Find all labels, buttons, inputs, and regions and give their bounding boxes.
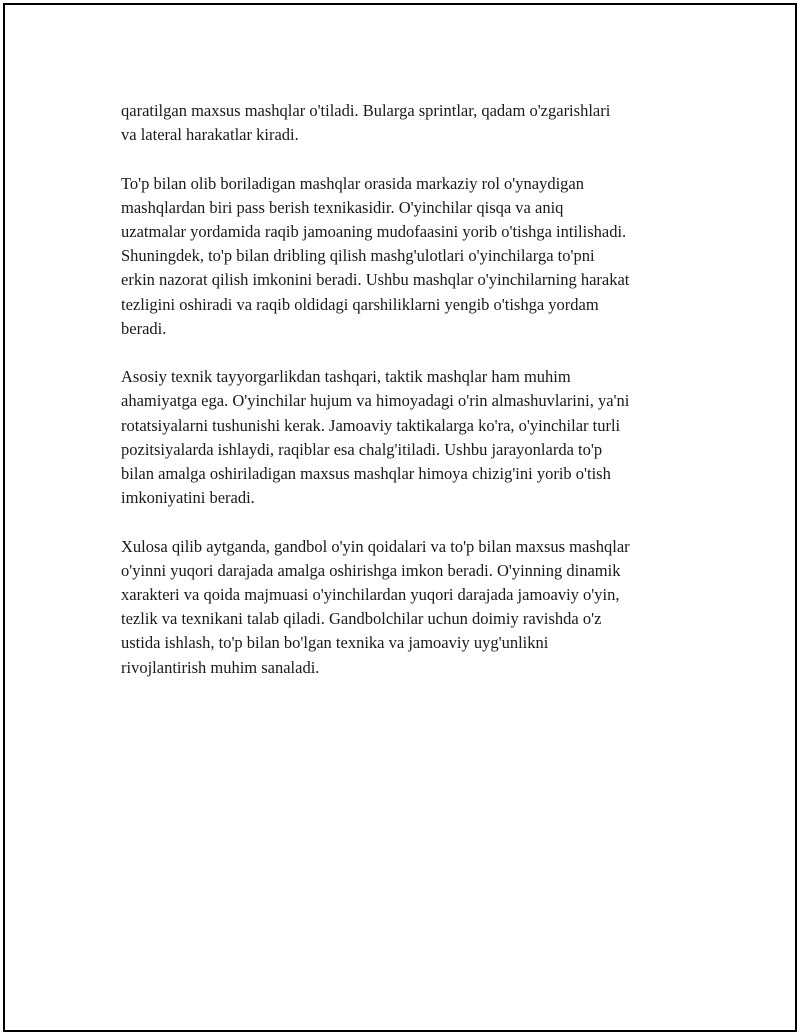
text-line: ustida ishlash, to'p bilan bo'lgan texnika va jamoaviy uyg'unlikni [121, 633, 549, 653]
text-line: qaratilgan maxsus mashqlar o'tiladi. Bularga sprintlar, qadam o'zgarishlari [121, 101, 611, 120]
text-line: mashqlardan biri pass berish texnikasidir. O'yinchilar qisqa va aniq [121, 197, 564, 217]
text-line: beradi. [121, 318, 167, 338]
text-line: rotatsiyalarni tushunishi kerak. Jamoaviy taktikalarga ko'ra, o'yinchilar turli [121, 415, 621, 435]
paragraph-1 [121, 99, 721, 147]
page-frame [3, 3, 797, 1032]
text-line: tezligini oshiradi va raqib oldidagi qarshiliklarni yengib o'tishga yordam [121, 294, 599, 314]
text-line: ahamiyatga ega. O'yinchilar hujum va himoyadagi o'rin almashuvlarini, ya'ni [121, 391, 630, 411]
text-line: bilan amalga oshiriladigan maxsus mashqlar himoya chizig'ini yorib o'tish [121, 464, 611, 484]
text-line: o'yinni yuqori darajada amalga oshirishga imkon beradi. O'yinning dinamik [121, 560, 621, 580]
text-line: Asosiy texnik tayyorgarlikdan tashqari, taktik mashqlar ham muhim [121, 367, 571, 387]
text-line: pozitsiyalarda ishlaydi, raqiblar esa chalg'itiladi. Ushbu jarayonlarda to'p [121, 439, 603, 459]
document-body [121, 99, 721, 704]
text-line: xarakteri va qoida majmuasi o'yinchilardan yuqori darajada jamoaviy o'yin, [121, 585, 620, 605]
text-line: tezlik va texnikani talab qiladi. Gandbolchilar uchun doimiy ravishda o'z [121, 609, 602, 629]
text-line: rivojlantirish muhim sanaladi. [121, 657, 320, 677]
text-line: erkin nazorat qilish imkonini beradi. Ushbu mashqlar o'yinchilarning harakat [121, 270, 630, 290]
paragraph-4 [121, 535, 721, 680]
text-line: va lateral harakatlar kiradi. [121, 125, 299, 145]
text-line: uzatmalar yordamida raqib jamoaning mudofaasini yorib o'tishga intilishadi. [121, 222, 627, 241]
text-line: imkoniyatini beradi. [121, 488, 255, 508]
paragraph-3 [121, 365, 721, 510]
paragraph-2 [121, 172, 721, 341]
text-line: Xulosa qilib aytganda, gandbol o'yin qoidalari va to'p bilan maxsus mashqlar [121, 536, 630, 556]
text-line: Shuningdek, to'p bilan dribling qilish mashg'ulotlari o'yinchilarga to'pni [121, 246, 595, 266]
text-line: To'p bilan olib boriladigan mashqlar orasida markaziy rol o'ynaydigan [121, 173, 584, 193]
